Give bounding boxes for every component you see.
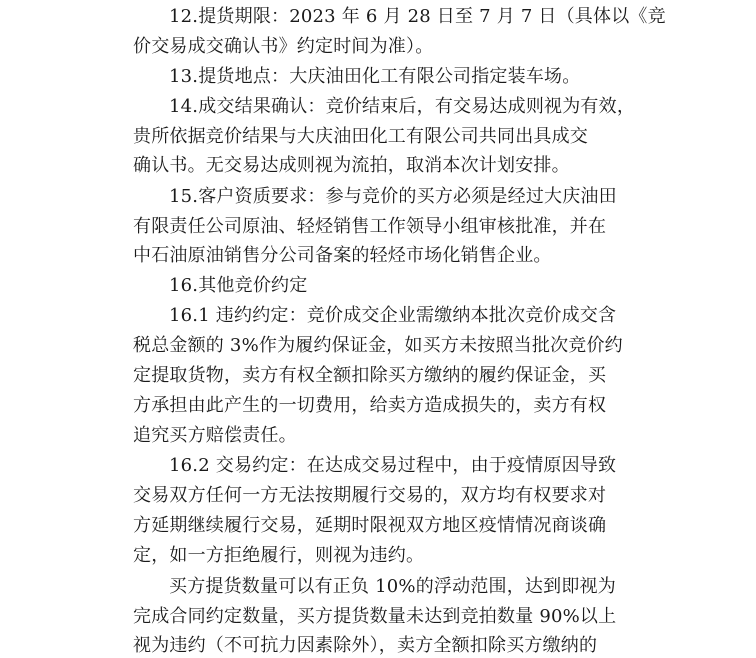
text-line: 16.1 违约约定：竞价成交企业需缴纳本批次竞价成交含 <box>169 305 617 326</box>
document-page <box>133 0 666 658</box>
text-line: 贵所依据竞价结果与大庆油田化工有限公司共同出具成交 <box>133 126 588 147</box>
text-line: 13.提货地点：大庆油田化工有限公司指定装车场。 <box>169 66 581 87</box>
text-line: 定，如一方拒绝履行，则视为违约。 <box>133 545 425 566</box>
text-line: 交易双方任何一方无法按期履行交易的，双方均有权要求对 <box>133 485 607 506</box>
text-line: 方承担由此产生的一切费用，给卖方造成损失的，卖方有权 <box>133 395 607 416</box>
text-line: 有限责任公司原油、轻烃销售工作领导小组审核批准，并在 <box>133 216 607 237</box>
text-line: 追究买方赔偿责任。 <box>133 425 297 446</box>
text-line: 确认书。无交易达成则视为流拍，取消本次计划安排。 <box>133 155 570 176</box>
text-line: 买方提货数量可以有正负 10%的浮动范围，达到即视为 <box>169 576 616 597</box>
section-heading: 16.其他竞价约定 <box>169 275 308 296</box>
text-line: 税总金额的 3%作为履约保证金，如买方未按照当批次竞价约 <box>133 335 623 356</box>
text-line: 中石油原油销售分公司备案的轻烃市场化销售企业。 <box>133 245 552 266</box>
text-line: 视为违约（不可抗力因素除外），卖方全额扣除买方缴纳的 <box>133 635 598 656</box>
text-line: 定提取货物，卖方有权全额扣除买方缴纳的履约保证金，买 <box>133 365 607 386</box>
text-line: 12.提货期限：2023 年 6 月 28 日至 7 月 7 日（具体以《竞 <box>169 6 666 27</box>
text-line: 价交易成交确认书》约定时间为准）。 <box>133 36 434 57</box>
text-line: 15.客户资质要求：参与竞价的买方必须是经过大庆油田 <box>169 186 617 207</box>
text-line: 16.2 交易约定：在达成交易过程中，由于疫情原因导致 <box>169 455 617 476</box>
text-line: 方延期继续履行交易，延期时限视双方地区疫情情况商谈确 <box>133 515 607 536</box>
text-line: 完成合同约定数量，买方提货数量未达到竞拍数量 90%以上 <box>133 606 617 627</box>
text-line: 14.成交结果确认：竞价结束后，有交易达成则视为有效， <box>169 96 636 117</box>
